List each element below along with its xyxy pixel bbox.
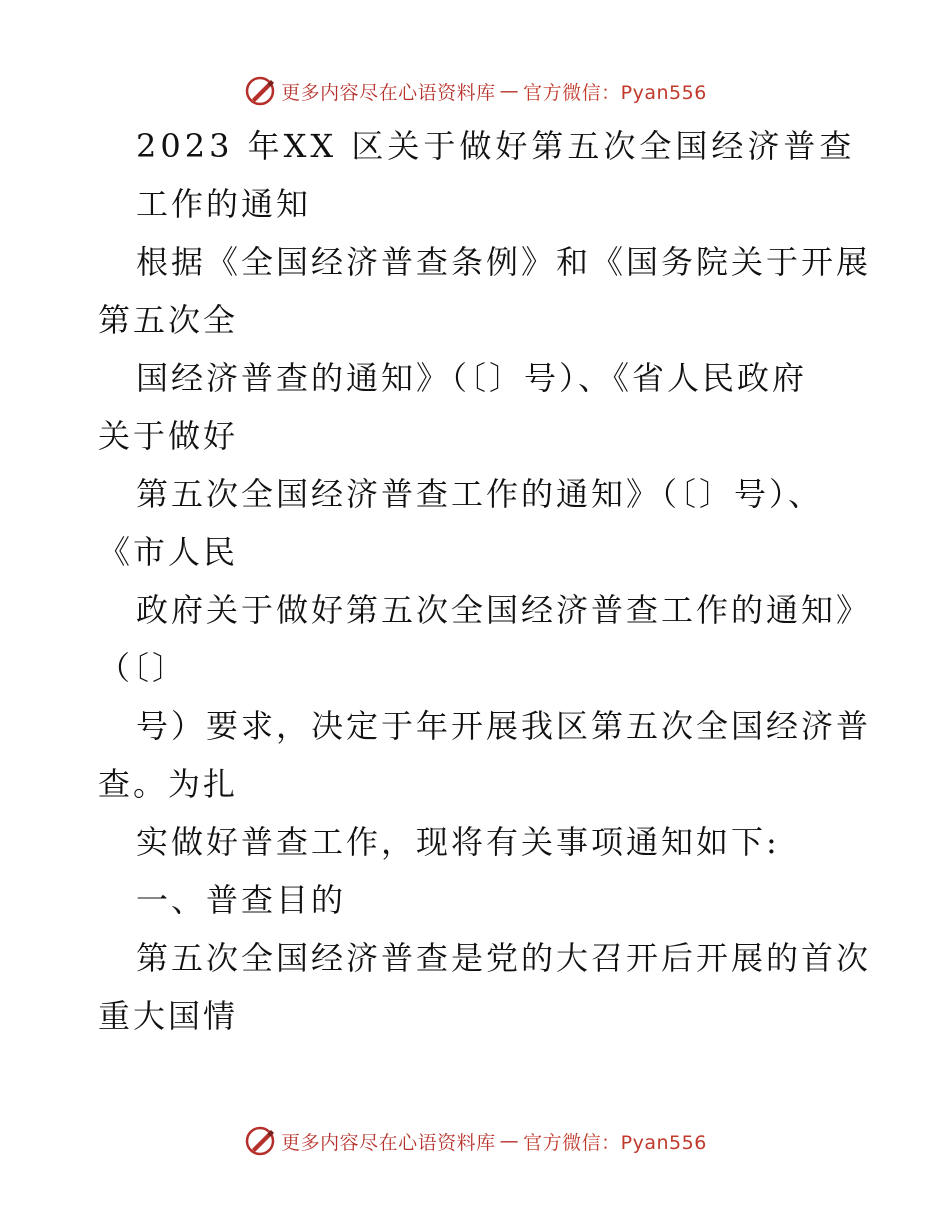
body-text-line: 国经济普查的通知》（〔〕号）、《省人民政府 xyxy=(136,359,808,397)
body-text-line: 查。为扎 xyxy=(98,765,239,803)
body-text-line: 第五次全 xyxy=(98,301,239,339)
pen-logo-icon xyxy=(243,1124,277,1158)
watermark-separator: — xyxy=(499,80,520,102)
section-heading: 一、普查目的 xyxy=(136,881,347,919)
body-text-line: 根据《全国经济普查条例》和《国务院关于开展 xyxy=(136,243,872,281)
watermark-wechat-text: 官方微信：Pyan556 xyxy=(523,81,707,104)
body-text-line: 实做好普查工作，现将有关事项通知如下: xyxy=(136,823,780,861)
body-text-line: 第五次全国经济普查是党的大召开后开展的首次 xyxy=(136,939,872,977)
watermark-wechat-text: 官方微信：Pyan556 xyxy=(523,1131,707,1154)
body-text-line: 关于做好 xyxy=(98,417,239,455)
body-text-line: （〔〕 xyxy=(98,649,188,687)
watermark-site-text: 更多内容尽在心语资料库 xyxy=(281,81,496,104)
document-title-line-1: 2023 年XX 区关于做好第五次全国经济普查 xyxy=(136,127,856,165)
pen-logo-icon xyxy=(243,74,277,108)
body-text-line: 《市人民 xyxy=(98,533,239,571)
body-text-line: 重大国情 xyxy=(98,997,239,1035)
watermark-separator: — xyxy=(499,1130,520,1152)
body-text-line: 政府关于做好第五次全国经济普查工作的通知》 xyxy=(136,591,872,629)
watermark-site-text: 更多内容尽在心语资料库 xyxy=(281,1131,496,1154)
body-text-line: 第五次全国经济普查工作的通知》（〔〕号）、 xyxy=(136,475,824,513)
document-title-line-2: 工作的通知 xyxy=(136,185,312,223)
footer-watermark xyxy=(0,1124,950,1158)
body-text-line: 号）要求，决定于年开展我区第五次全国经济普 xyxy=(136,707,872,745)
header-watermark xyxy=(0,74,950,108)
